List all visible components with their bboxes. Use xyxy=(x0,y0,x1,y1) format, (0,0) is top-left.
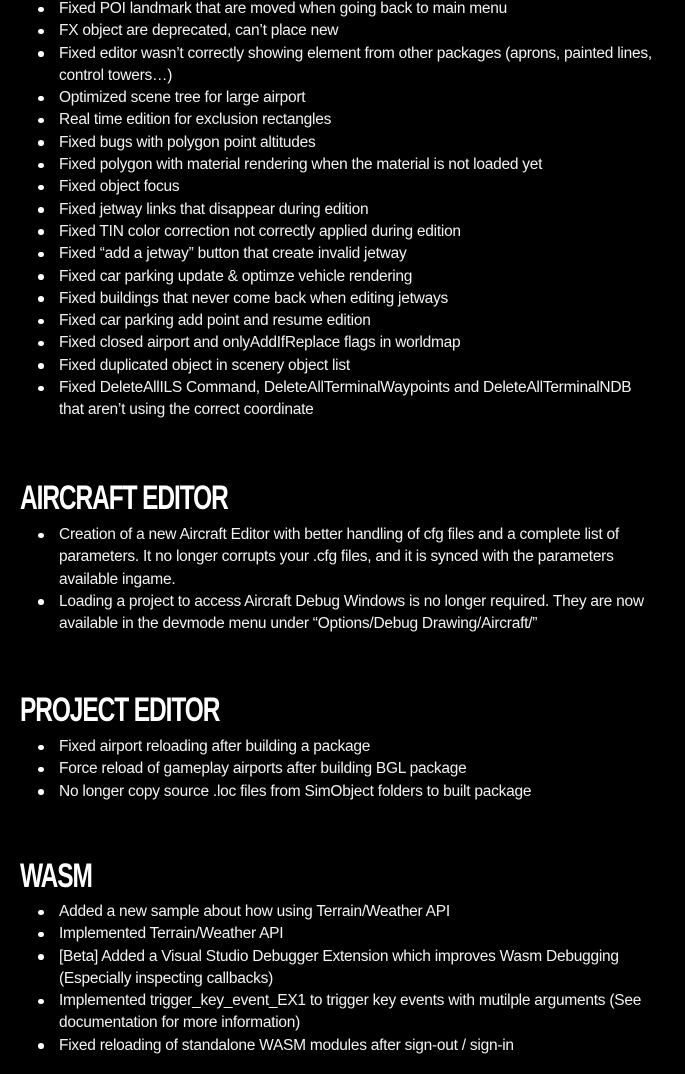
list-item: FX object are deprecated, can’t place new xyxy=(0,20,685,42)
list-item: Fixed car parking update & optimze vehicle rendering xyxy=(0,266,685,288)
list-item: Fixed airport reloading after building a package xyxy=(0,736,561,758)
list-item: Fixed buildings that never come back when editing jetways xyxy=(0,288,685,310)
list-item: Fixed closed airport and onlyAddIfReplace flags in worldmap xyxy=(0,332,685,354)
list-item: No longer copy source .loc files from SimObject folders to built package xyxy=(0,781,561,803)
wasm-list xyxy=(0,901,685,1057)
list-item: Optimized scene tree for large airport xyxy=(0,87,685,109)
list-item: Implemented Terrain/Weather API xyxy=(0,923,685,945)
list-item: Added a new sample about how using Terrain/Weather API xyxy=(0,901,685,923)
list-item: Fixed duplicated object in scenery object list xyxy=(0,355,685,377)
list-item: Fixed editor wasn’t correctly showing element from other packages (aprons, painted lines, control towers…) xyxy=(0,43,685,88)
list-item: Fixed polygon with material rendering when the material is not loaded yet xyxy=(0,154,685,176)
list-item: Fixed “add a jetway” button that create invalid jetway xyxy=(0,243,685,265)
list-item: Creation of a new Aircraft Editor with better handling of cfg files and a complete list of parameters. It no longer corrupts your .cfg files, and it is synced with the parameters available ingame. xyxy=(0,524,685,591)
project-editor-list xyxy=(0,736,561,803)
list-item: Fixed reloading of standalone WASM modules after sign-out / sign-in xyxy=(0,1035,685,1057)
list-item: Loading a project to access Aircraft Debug Windows is no longer required. They are now available in the devmode menu under “Options/Debug Drawing/Aircraft/” xyxy=(0,591,685,636)
list-item: Fixed DeleteAllILS Command, DeleteAllTerminalWaypoints and DeleteAllTerminalNDB that aren’t using the correct coordinate xyxy=(0,377,685,422)
list-item: Implemented trigger_key_event_EX1 to trigger key events with mutilple arguments (See documentation for more information) xyxy=(0,990,685,1035)
list-item: Real time edition for exclusion rectangles xyxy=(0,109,685,131)
list-item: Fixed object focus xyxy=(0,176,685,198)
scenery-editor-changes-list xyxy=(0,0,685,422)
list-item: Force reload of gameplay airports after building BGL package xyxy=(0,758,561,780)
aircraft-editor-heading: AIRCRAFT EDITOR xyxy=(20,479,228,517)
list-item: Fixed POI landmark that are moved when going back to main menu xyxy=(0,0,685,20)
list-item: Fixed jetway links that disappear during edition xyxy=(0,199,685,221)
wasm-heading: WASM xyxy=(20,857,92,895)
project-editor-heading: PROJECT EDITOR xyxy=(20,691,220,729)
list-item: Fixed TIN color correction not correctly applied during edition xyxy=(0,221,685,243)
list-item: Fixed car parking add point and resume edition xyxy=(0,310,685,332)
aircraft-editor-list xyxy=(0,524,685,635)
list-item: Fixed bugs with polygon point altitudes xyxy=(0,132,685,154)
list-item: [Beta] Added a Visual Studio Debugger Extension which improves Wasm Debugging (Especially inspecting callbacks) xyxy=(0,946,685,991)
